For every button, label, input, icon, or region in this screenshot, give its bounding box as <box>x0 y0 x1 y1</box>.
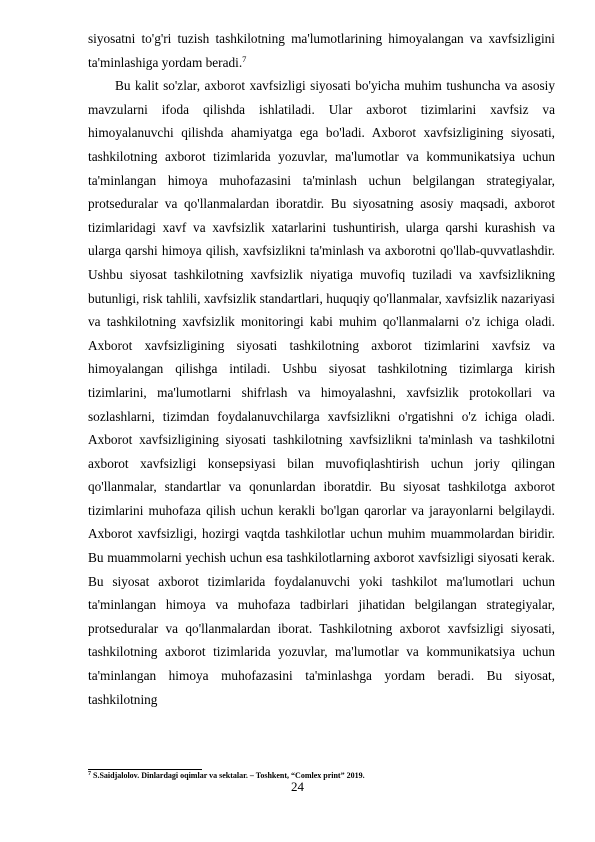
paragraph-text: Bu kalit so'zlar, axborot xavfsizligi siyosati bo'yicha muhim tushuncha va asosiy mavzularni ifoda qilishda ishlatiladi. Ular axborot tizimlarini xavfsiz va himoyalanuvchi qilishda ahamiyatga ega bo'ladi. Axborot xavfsizligining siyosati, tashkilotning axborot tizimlarida yozuvlar, ma'lumotlar va kommunikatsiya uchun ta'minlangan himoya muhofazasini ta'minlash uchun belgilangan strategiyalar, protseduralar va qo'llanmalardan iboratdir. Bu siyosatning asosiy maqsadi, axborot tizimlaridagi xavf va xavfsizlik xatarlarini tushuntirish, ularga qarshi kurashish va ularga qarshi himoya qilish, xavfsizlikni ta'minlash va axborotni qo'llab-quvvatlashdir. Ushbu siyosat tashkilotning xavfsizlik niyatiga muvofiq tuziladi va xavfsizlikning butunligi, risk tahlili, xavfsizlik standartlari, huquqiy qo'llanmalar, xavfsizlik nazariyasi va tashkilotning xavfsizlik monitoringi kabi muhim qo'llanmalarni o'z ichiga oladi. Axborot xavfsizligining siyosati tashkilotning axborot tizimlarini xavfsiz va himoyalangan qilishga intiladi. Ushbu siyosat tashkilotning tizimlarga kirish tizimlarini, ma'lumotlarni shifrlash va himoyalashni, xavfsizlik protokollari va sozlashlarni, tizimdan foydalanuvchilarga xavfsizlikni o'rgatishni o'z ichiga oladi. Axborot xavfsizligining siyosati tashkilotning xavfsizlikni ta'minlash va tashkilotni axborot xavfsizligi konsepsiyasi bilan muvofiqlashtirish uchun joriy qilingan qo'llanmalar, standartlar va qonunlardan iboratdir. Bu siyosat tashkilotga axborot tizimlarini muhofaza qilish uchun kerakli bo'lgan qarorlar va jarayonlarni belgilaydi. Axborot xavfsizligi, hozirgi vaqtda tashkilotlar uchun muhim muammolardan biridir. Bu muammolarni yechish uchun esa tashkilotlarning axborot xavfsizligi siyosati kerak. Bu siyosat axborot tizimlarida foydalanuvchi yoki tashkilot ma'lumotlari uchun ta'minlangan himoya va muhofaza tadbirlari jihatidan belgilangan strategiyalar, protseduralar va qo'llanmalardan iborat. Tashkilotning axborot xavfsizligi siyosati, tashkilotning axborot tizimlarida yozuvlar, ma'lumotlar va kommunikatsiya uchun ta'minlangan himoya muhofazasini ta'minlashga yordam beradi. Bu siyosat, tashkilotning <box>88 78 555 707</box>
paragraph-continuation <box>88 27 555 74</box>
footnote-reference: 7 <box>242 53 247 64</box>
body-text <box>88 27 555 711</box>
footnote-number: 7 <box>88 771 91 777</box>
footnote-divider <box>88 769 202 770</box>
paragraph-text: siyosatni to'g'ri tuzish tashkilotning ma'lumotlarining himoyalangan va xavfsizligini ta'minlashiga yordam beradi. <box>88 31 555 70</box>
paragraph-main <box>88 74 555 711</box>
footnote-text: S.Saidjalolov. Dinlardagi oqimlar va sektalar. – Toshkent, “Comlex print” 2019. <box>93 771 365 780</box>
page-number: 24 <box>291 779 304 794</box>
